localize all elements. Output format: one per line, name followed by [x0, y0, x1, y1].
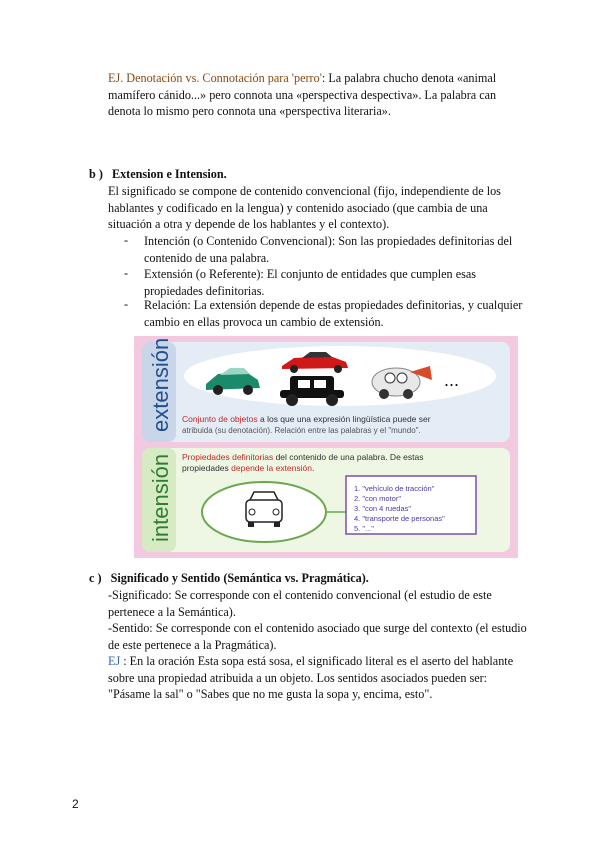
intension-caption-red: Propiedades definitorias [182, 452, 274, 462]
intension-caption-line-1 [182, 452, 423, 462]
bullet-relation [144, 297, 522, 330]
bullet-1-line-1: Intención (o Contenido Convencional): Son las propiedades definitorias del [144, 234, 513, 248]
bullet-2-line-2: propiedades definitorias. [144, 283, 265, 298]
property-4: 4. "transporte de personas" [354, 514, 445, 523]
property-5: 5. "..." [354, 524, 374, 533]
ej-text-1: En la oración Esta sopa está sosa, el significado literal es el aserto del hablante [126, 654, 514, 668]
example-text-1: La palabra chucho denota «animal [325, 71, 497, 85]
bullet-2-line-1: Extensión (o Referente): El conjunto de entidades que cumplen esas [144, 267, 477, 281]
intro-line-3: situación a otra y depende de los hablantes y el contexto). [108, 217, 390, 231]
intension-word: intensión [148, 453, 173, 542]
intro-line-2: hablantes y codificado en la lengua) y contenido asociado (que cambia de una [108, 200, 488, 215]
sentido-line-2: de este pertenece a la Pragmática). [108, 637, 277, 652]
intension-caption-rest: del contenido de una palabra. De estas [273, 452, 424, 462]
property-2: 2. "con motor" [354, 494, 402, 503]
example-label: EJ. Denotación vs. Connotación para 'perro' [108, 71, 322, 85]
intension-caption-2c: . [311, 463, 315, 473]
extension-caption-red: Conjunto de objetos [182, 414, 258, 424]
property-1: 1. "vehículo de tracción" [354, 484, 435, 493]
extension-caption-rest: a los que una expresión lingüística puede ser [257, 414, 431, 424]
intension-caption-line-2 [182, 463, 314, 473]
sentido-line-1: -Sentido: Se corresponde con el contenido asociado que surge del contexto (el estudio [108, 621, 527, 635]
example-denotation [108, 70, 496, 120]
bullet-dash-1: - [124, 233, 129, 247]
section-b-heading [89, 166, 227, 183]
property-3: 3. "con 4 ruedas" [354, 504, 412, 513]
significado-line-1: -Significado: Se corresponde con el contenido convencional (el estudio de este [108, 588, 492, 602]
section-b-intro [108, 183, 501, 233]
ellipsis-text: ... [444, 370, 460, 390]
figure-svg [134, 336, 518, 558]
section-c-body [108, 587, 527, 703]
example-sep: : [321, 71, 326, 85]
bullet-dash-2: - [124, 266, 129, 280]
significado-line-2: pertenece a la Semántica). [108, 604, 236, 619]
ej-label: EJ [108, 654, 121, 668]
section-c-marker: c ) [89, 571, 102, 585]
example-text-3: denota lo mismo pero connota una «perspectiva literaria». [108, 104, 391, 118]
section-b-title: Extension e Intension. [111, 167, 227, 181]
extension-intension-figure [134, 336, 518, 558]
page-number: 2 [72, 797, 79, 811]
bullet-extension [144, 266, 476, 299]
section-b-marker: b ) [89, 167, 103, 181]
extension-caption-line-1 [182, 414, 431, 424]
section-c-heading [89, 570, 369, 587]
extension-word: extensión [148, 337, 173, 432]
section-c-title: Significado y Sentido (Semántica vs. Pragmática). [110, 571, 369, 585]
bullet-intension [144, 233, 512, 266]
ej-sep: : [120, 654, 127, 668]
bullet-3-line-2: cambio en ellas provoca un cambio de extensión. [144, 314, 384, 329]
intension-caption-2b: depende la extensión [231, 463, 312, 473]
extension-caption-line-2: atribuida (su denotación). Relación entre las palabras y el "mundo". [182, 426, 421, 435]
bullet-dash-3: - [124, 297, 129, 311]
intension-caption-2a: propiedades [182, 463, 232, 473]
example-text-2: mamífero cánido...» pero connota una «perspectiva despectiva». La palabra can [108, 87, 497, 102]
bullet-1-line-2: contenido de una palabra. [144, 250, 270, 265]
ej-text-2: sobre una propiedad atribuida a un objeto. Los sentidos asociados pueden ser: [108, 670, 488, 685]
intro-line-1: El significado se compone de contenido convencional (fijo, independiente de los [108, 184, 501, 198]
bullet-3-line-1: Relación: La extensión depende de estas propiedades definitorias, y cualquier [144, 298, 523, 312]
intension-ellipse [202, 482, 326, 542]
ej-text-3: "Pásame la sal" o "Sabes que no me gusta la sopa y, encima, esto". [108, 687, 433, 701]
